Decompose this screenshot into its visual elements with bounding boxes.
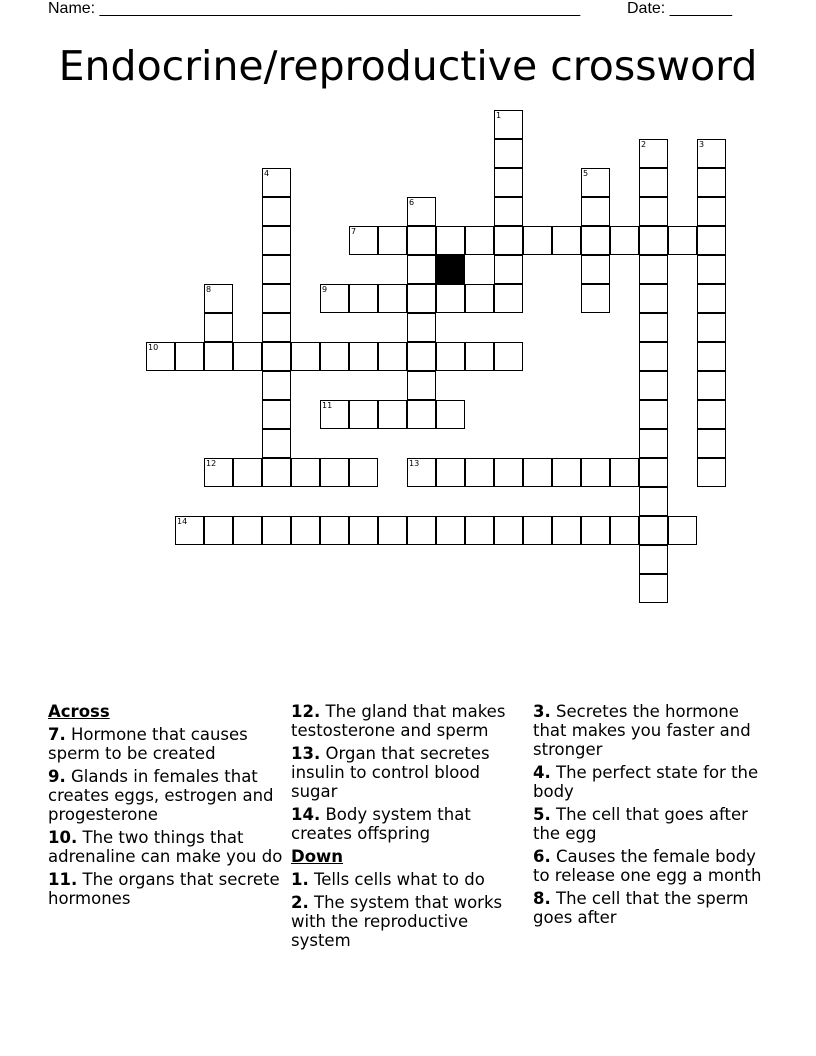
clue-text: The organs that secrete hormones xyxy=(48,870,280,908)
name-field[interactable]: Name: ______________________________________________________ xyxy=(48,0,581,17)
clue-down-1 xyxy=(291,870,527,889)
grid-cell[interactable] xyxy=(494,110,523,139)
grid-cell[interactable] xyxy=(262,342,291,371)
grid-cell[interactable] xyxy=(175,516,204,545)
grid-cell[interactable] xyxy=(378,400,407,429)
grid-cell[interactable] xyxy=(291,342,320,371)
page-title: Endocrine/reproductive crossword xyxy=(58,42,758,90)
clue-number: 4. xyxy=(533,763,551,782)
grid-cell[interactable] xyxy=(697,255,726,284)
clue-down-8 xyxy=(533,889,769,927)
grid-cell[interactable] xyxy=(639,516,668,545)
clue-number: 7. xyxy=(48,725,66,744)
clue-down-4 xyxy=(533,763,769,801)
cell-number: 10 xyxy=(148,343,159,352)
grid-cell[interactable] xyxy=(262,429,291,458)
grid-cell[interactable] xyxy=(175,342,204,371)
clue-number: 14. xyxy=(291,805,321,824)
grid-cell[interactable] xyxy=(436,226,465,255)
clue-text: Organ that secretes insulin to control blood sugar xyxy=(291,744,490,801)
grid-cell[interactable] xyxy=(494,458,523,487)
grid-cell[interactable] xyxy=(262,458,291,487)
grid-cell[interactable] xyxy=(378,342,407,371)
cell-number: 6 xyxy=(409,198,415,207)
grid-cell[interactable] xyxy=(262,226,291,255)
clue-text: Secretes the hormone that makes you faster and stronger xyxy=(533,702,751,759)
grid-cell[interactable] xyxy=(639,371,668,400)
grid-cell[interactable] xyxy=(610,516,639,545)
clue-number: 3. xyxy=(533,702,551,721)
grid-cell[interactable] xyxy=(378,284,407,313)
grid-cell[interactable] xyxy=(697,197,726,226)
clue-across-12 xyxy=(291,702,527,740)
cell-number: 4 xyxy=(264,169,270,178)
grid-cell[interactable] xyxy=(697,139,726,168)
grid-cell[interactable] xyxy=(581,197,610,226)
grid-cell[interactable] xyxy=(233,516,262,545)
grid-cell[interactable] xyxy=(349,226,378,255)
grid-cell[interactable] xyxy=(639,197,668,226)
clue-number: 10. xyxy=(48,828,78,847)
cell-number: 3 xyxy=(699,140,705,149)
grid-cell[interactable] xyxy=(697,313,726,342)
clue-across-9 xyxy=(48,767,284,824)
clue-text: Causes the female body to release one egg a month xyxy=(533,847,762,885)
grid-cell[interactable] xyxy=(581,168,610,197)
clue-across-13 xyxy=(291,744,527,801)
grid-cell[interactable] xyxy=(262,168,291,197)
grid-cell[interactable] xyxy=(436,284,465,313)
grid-cell[interactable] xyxy=(494,284,523,313)
grid-cell[interactable] xyxy=(349,458,378,487)
clue-across-7 xyxy=(48,725,284,763)
grid-cell[interactable] xyxy=(407,342,436,371)
clue-text: The gland that makes testosterone and sperm xyxy=(291,702,506,740)
grid-cell[interactable] xyxy=(552,516,581,545)
grid-cell[interactable] xyxy=(697,429,726,458)
cell-number: 8 xyxy=(206,285,212,294)
grid-cell[interactable] xyxy=(494,516,523,545)
grid-cell[interactable] xyxy=(639,400,668,429)
clue-number: 9. xyxy=(48,767,66,786)
cell-number: 2 xyxy=(641,140,647,149)
grid-cell[interactable] xyxy=(407,226,436,255)
grid-cell[interactable] xyxy=(204,516,233,545)
grid-cell[interactable] xyxy=(465,458,494,487)
grid-cell[interactable] xyxy=(639,313,668,342)
grid-cell[interactable] xyxy=(146,342,175,371)
grid-cell[interactable] xyxy=(349,284,378,313)
grid-cell[interactable] xyxy=(320,516,349,545)
blocked-cell xyxy=(436,255,465,284)
grid-cell[interactable] xyxy=(523,226,552,255)
grid-cell[interactable] xyxy=(639,168,668,197)
grid-cell[interactable] xyxy=(436,458,465,487)
grid-cell[interactable] xyxy=(320,342,349,371)
grid-cell[interactable] xyxy=(204,342,233,371)
grid-cell[interactable] xyxy=(436,342,465,371)
clue-down-2 xyxy=(291,893,527,950)
clue-number: 2. xyxy=(291,893,309,912)
grid-cell[interactable] xyxy=(320,400,349,429)
grid-cell[interactable] xyxy=(697,226,726,255)
grid-cell[interactable] xyxy=(407,284,436,313)
grid-cell[interactable] xyxy=(407,255,436,284)
clue-text: The cell that goes after the egg xyxy=(533,805,748,843)
grid-cell[interactable] xyxy=(262,371,291,400)
grid-cell[interactable] xyxy=(494,226,523,255)
cell-number: 13 xyxy=(409,459,420,468)
grid-cell[interactable] xyxy=(639,574,668,603)
grid-cell[interactable] xyxy=(639,487,668,516)
down-heading: Down xyxy=(291,847,344,866)
grid-cell[interactable] xyxy=(581,458,610,487)
grid-cell[interactable] xyxy=(262,255,291,284)
grid-cell[interactable] xyxy=(378,226,407,255)
grid-cell[interactable] xyxy=(465,284,494,313)
clue-number: 1. xyxy=(291,870,309,889)
grid-cell[interactable] xyxy=(407,400,436,429)
grid-cell[interactable] xyxy=(552,458,581,487)
grid-cell[interactable] xyxy=(697,371,726,400)
grid-cell[interactable] xyxy=(523,516,552,545)
grid-cell[interactable] xyxy=(262,197,291,226)
grid-cell[interactable] xyxy=(407,458,436,487)
grid-cell[interactable] xyxy=(523,458,552,487)
grid-cell[interactable] xyxy=(610,458,639,487)
clue-number: 6. xyxy=(533,847,551,866)
grid-cell[interactable] xyxy=(233,342,262,371)
grid-cell[interactable] xyxy=(668,516,697,545)
grid-cell[interactable] xyxy=(204,458,233,487)
grid-cell[interactable] xyxy=(639,255,668,284)
cell-number: 12 xyxy=(206,459,217,468)
clue-text: Body system that creates offspring xyxy=(291,805,471,843)
grid-cell[interactable] xyxy=(552,226,581,255)
grid-cell[interactable] xyxy=(320,458,349,487)
grid-cell[interactable] xyxy=(639,429,668,458)
grid-cell[interactable] xyxy=(349,342,378,371)
grid-cell[interactable] xyxy=(494,197,523,226)
across-heading: Across xyxy=(48,702,110,721)
cell-number: 9 xyxy=(322,285,328,294)
clue-column-3 xyxy=(533,702,769,931)
grid-cell[interactable] xyxy=(465,226,494,255)
grid-cell[interactable] xyxy=(465,342,494,371)
cell-number: 11 xyxy=(322,401,333,410)
grid-cell[interactable] xyxy=(291,458,320,487)
grid-cell[interactable] xyxy=(407,371,436,400)
clue-text: Glands in females that creates eggs, estrogen and progesterone xyxy=(48,767,274,824)
grid-cell[interactable] xyxy=(639,342,668,371)
clue-number: 5. xyxy=(533,805,551,824)
grid-cell[interactable] xyxy=(494,168,523,197)
clue-text: The system that works with the reproductive system xyxy=(291,893,503,950)
grid-cell[interactable] xyxy=(697,400,726,429)
clue-text: The cell that the sperm goes after xyxy=(533,889,749,927)
grid-cell[interactable] xyxy=(349,400,378,429)
clue-down-3 xyxy=(533,702,769,759)
clue-text: Hormone that causes sperm to be created xyxy=(48,725,248,763)
date-field[interactable]: Date: _______ xyxy=(627,0,732,17)
grid-cell[interactable] xyxy=(291,516,320,545)
cell-number: 7 xyxy=(351,227,357,236)
grid-cell[interactable] xyxy=(697,284,726,313)
clue-across-11 xyxy=(48,870,284,908)
grid-cell[interactable] xyxy=(494,139,523,168)
clue-text: The perfect state for the body xyxy=(533,763,759,801)
grid-cell[interactable] xyxy=(320,284,349,313)
cell-number: 1 xyxy=(496,111,502,120)
cell-number: 14 xyxy=(177,517,188,526)
clue-number: 11. xyxy=(48,870,78,889)
grid-cell[interactable] xyxy=(581,255,610,284)
grid-cell[interactable] xyxy=(262,313,291,342)
grid-cell[interactable] xyxy=(378,516,407,545)
grid-cell[interactable] xyxy=(407,197,436,226)
clue-down-6 xyxy=(533,847,769,885)
clue-column-2 xyxy=(291,702,527,954)
grid-cell[interactable] xyxy=(349,516,378,545)
grid-cell[interactable] xyxy=(407,516,436,545)
grid-cell[interactable] xyxy=(494,342,523,371)
grid-cell[interactable] xyxy=(233,458,262,487)
grid-cell[interactable] xyxy=(639,226,668,255)
grid-cell[interactable] xyxy=(204,284,233,313)
clue-across-10 xyxy=(48,828,284,866)
clue-across-14 xyxy=(291,805,527,843)
clue-text: The two things that adrenaline can make you do xyxy=(48,828,283,866)
grid-cell[interactable] xyxy=(697,168,726,197)
grid-cell[interactable] xyxy=(436,516,465,545)
grid-cell[interactable] xyxy=(581,516,610,545)
grid-cell[interactable] xyxy=(697,342,726,371)
grid-cell[interactable] xyxy=(639,284,668,313)
clue-number: 12. xyxy=(291,702,321,721)
clue-number: 8. xyxy=(533,889,551,908)
clue-column-1 xyxy=(48,702,284,912)
clue-number: 13. xyxy=(291,744,321,763)
grid-cell[interactable] xyxy=(639,458,668,487)
grid-cell[interactable] xyxy=(668,226,697,255)
grid-cell[interactable] xyxy=(262,400,291,429)
clue-text: Tells cells what to do xyxy=(314,870,485,889)
grid-cell[interactable] xyxy=(262,516,291,545)
grid-cell[interactable] xyxy=(465,516,494,545)
grid-cell[interactable] xyxy=(407,313,436,342)
cell-number: 5 xyxy=(583,169,589,178)
grid-cell[interactable] xyxy=(436,400,465,429)
grid-cell[interactable] xyxy=(494,255,523,284)
grid-cell[interactable] xyxy=(581,226,610,255)
grid-cell[interactable] xyxy=(639,139,668,168)
grid-cell[interactable] xyxy=(639,545,668,574)
grid-cell[interactable] xyxy=(610,226,639,255)
grid-cell[interactable] xyxy=(697,458,726,487)
grid-cell[interactable] xyxy=(581,284,610,313)
clue-down-5 xyxy=(533,805,769,843)
grid-cell[interactable] xyxy=(262,284,291,313)
grid-cell[interactable] xyxy=(204,313,233,342)
